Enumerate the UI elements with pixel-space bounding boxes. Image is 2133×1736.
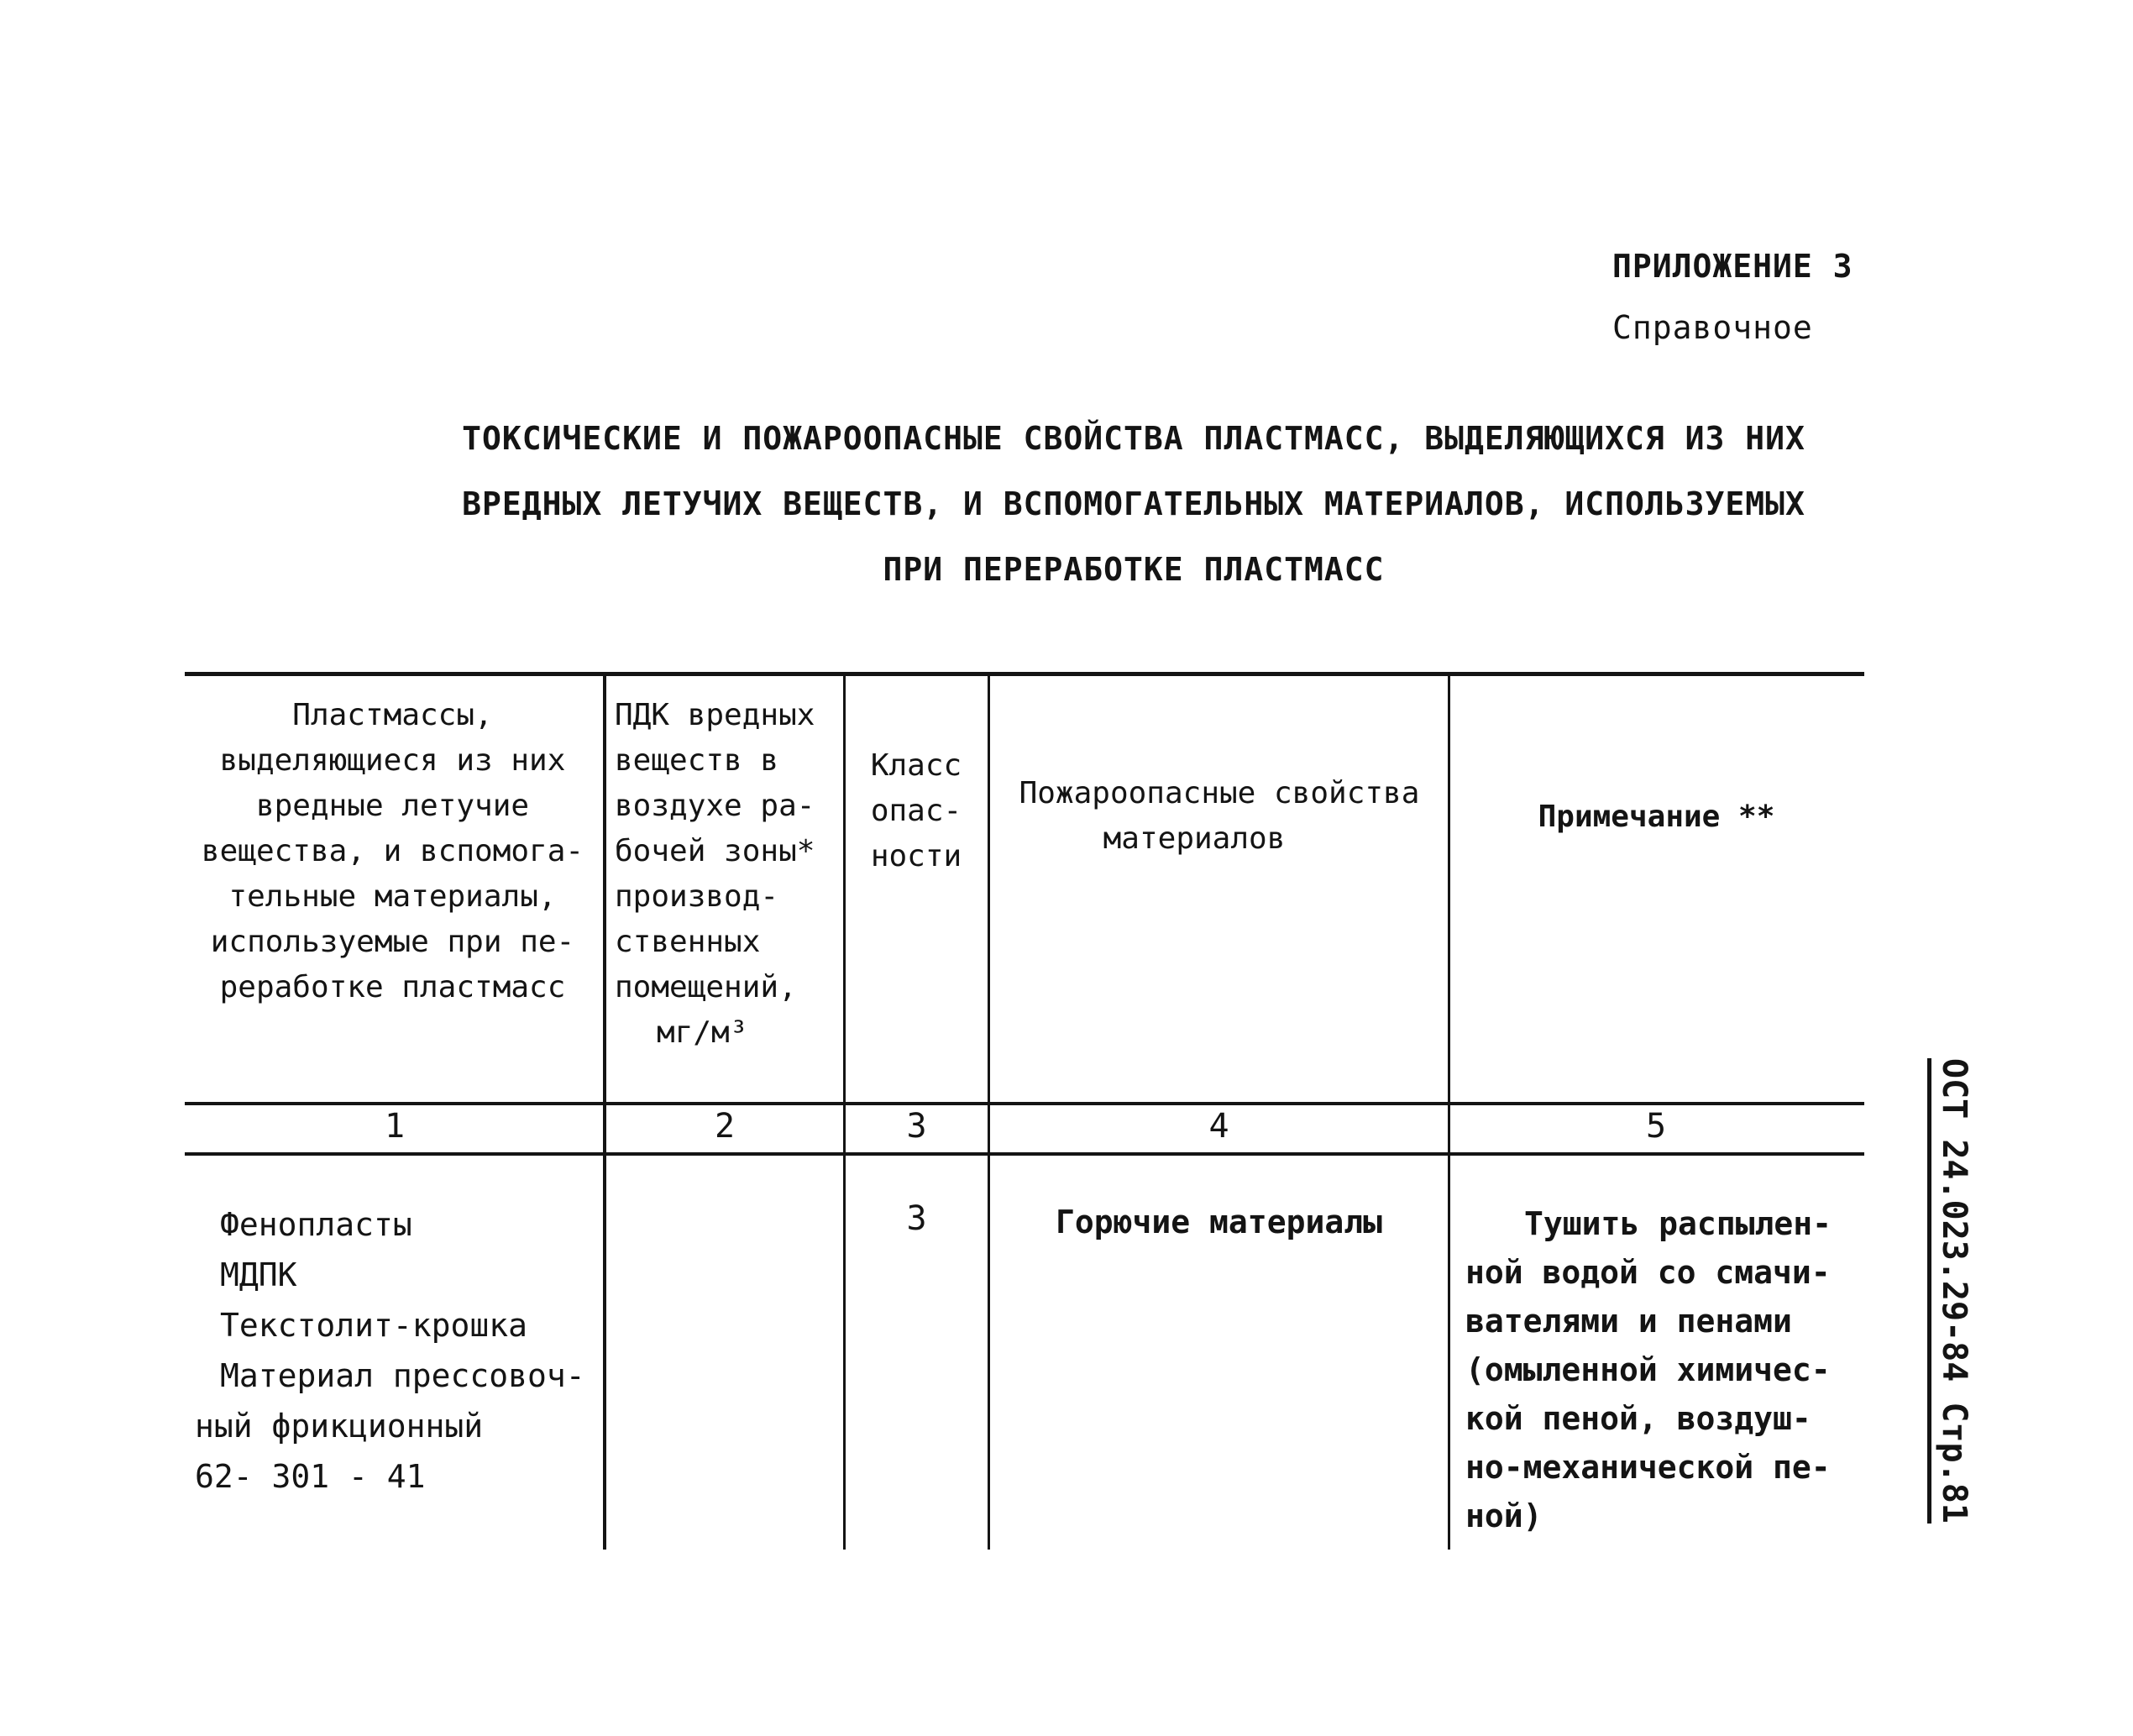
column-number-3: 3 bbox=[906, 1107, 927, 1146]
note-line: Тушить распылен- bbox=[1524, 1205, 1832, 1242]
header-fire-properties bbox=[993, 771, 1446, 862]
header-pdk bbox=[615, 693, 840, 1056]
table-row-note bbox=[1465, 1199, 1860, 1540]
column-number-5: 5 bbox=[1645, 1107, 1667, 1146]
header-pdk-line: производ- bbox=[615, 879, 779, 914]
header-pdk-line: ственных bbox=[615, 925, 761, 959]
note-line: (омыленной химичес- bbox=[1465, 1351, 1831, 1388]
header-materials bbox=[189, 693, 596, 1010]
header-materials-line: тельные материалы, bbox=[228, 879, 557, 914]
column-number-4: 4 bbox=[1208, 1107, 1229, 1146]
material-item: Материал прессовоч- bbox=[220, 1357, 585, 1394]
numbering-bottom-rule bbox=[185, 1152, 1864, 1156]
note-line: кой пеной, воздуш- bbox=[1465, 1400, 1811, 1437]
header-hazard-class-line: ности bbox=[870, 839, 962, 873]
header-fire-properties-line: материалов bbox=[1103, 821, 1286, 856]
appendix-label: ПРИЛОЖЕНИЕ 3 bbox=[1612, 248, 1853, 285]
header-materials-line: выделяющиеся из них bbox=[219, 743, 566, 778]
document-title-line-3: ПРИ ПЕРЕРАБОТКЕ ПЛАСТМАСС bbox=[883, 551, 1385, 588]
header-fire-properties-line: Пожароопасные свойства bbox=[1019, 776, 1420, 810]
note-line: ной водой со смачи- bbox=[1465, 1254, 1831, 1291]
header-bottom-rule bbox=[185, 1102, 1864, 1105]
side-stamp-text: ОСТ 24.023.29-84 Стр.81 bbox=[1927, 1058, 1973, 1524]
header-pdk-line: бочей зоны* bbox=[615, 834, 815, 868]
table-row-fire-properties: Горючие материалы bbox=[1056, 1204, 1382, 1240]
table-top-rule bbox=[185, 672, 1864, 676]
material-item: Фенопласты bbox=[220, 1206, 412, 1243]
side-stamp bbox=[1906, 1058, 1978, 1524]
header-pdk-line: воздухе ра- bbox=[615, 789, 815, 823]
document-title-line-1: ТОКСИЧЕСКИЕ И ПОЖАРООПАСНЫЕ СВОЙСТВА ПЛАСТМАСС, ВЫДЕЛЯЮЩИХСЯ ИЗ НИХ bbox=[462, 420, 1805, 457]
note-line: ной) bbox=[1465, 1497, 1543, 1534]
header-pdk-line: веществ в bbox=[615, 743, 779, 778]
header-note: Примечание ** bbox=[1538, 800, 1775, 834]
column-number-2: 2 bbox=[714, 1107, 736, 1146]
header-pdk-line: ПДК вредных bbox=[615, 698, 815, 732]
material-item: 62- 301 - 41 bbox=[195, 1458, 426, 1495]
table-row-hazard-class: 3 bbox=[906, 1199, 927, 1238]
table-row-materials bbox=[195, 1199, 598, 1502]
header-materials-line: вещества, и вспомога- bbox=[201, 834, 584, 868]
note-line: но-механической пе- bbox=[1465, 1449, 1831, 1486]
header-materials-line: вредные летучие bbox=[255, 789, 530, 823]
column-number-1: 1 bbox=[384, 1107, 406, 1146]
material-item: Текстолит-крошка bbox=[220, 1307, 528, 1344]
header-materials-line: Пластмассы, bbox=[292, 698, 493, 732]
note-line: вателями и пенами bbox=[1465, 1303, 1792, 1340]
material-item: ный фрикционный bbox=[195, 1408, 484, 1445]
header-hazard-class-line: Класс bbox=[870, 748, 962, 783]
material-item: МДПК bbox=[220, 1256, 297, 1293]
header-hazard-class bbox=[848, 743, 984, 879]
document-title-line-2: ВРЕДНЫХ ЛЕТУЧИХ ВЕЩЕСТВ, И ВСПОМОГАТЕЛЬНЫХ МАТЕРИАЛОВ, ИСПОЛЬЗУЕМЫХ bbox=[462, 485, 1805, 522]
header-pdk-line: помещений, bbox=[615, 970, 797, 1004]
appendix-type: Справочное bbox=[1612, 309, 1813, 346]
header-hazard-class-line: опас- bbox=[870, 794, 962, 828]
header-pdk-unit: мг/м³ bbox=[657, 1015, 748, 1050]
header-materials-line: реработке пластмасс bbox=[219, 970, 566, 1004]
header-materials-line: используемые при пе- bbox=[210, 925, 575, 959]
